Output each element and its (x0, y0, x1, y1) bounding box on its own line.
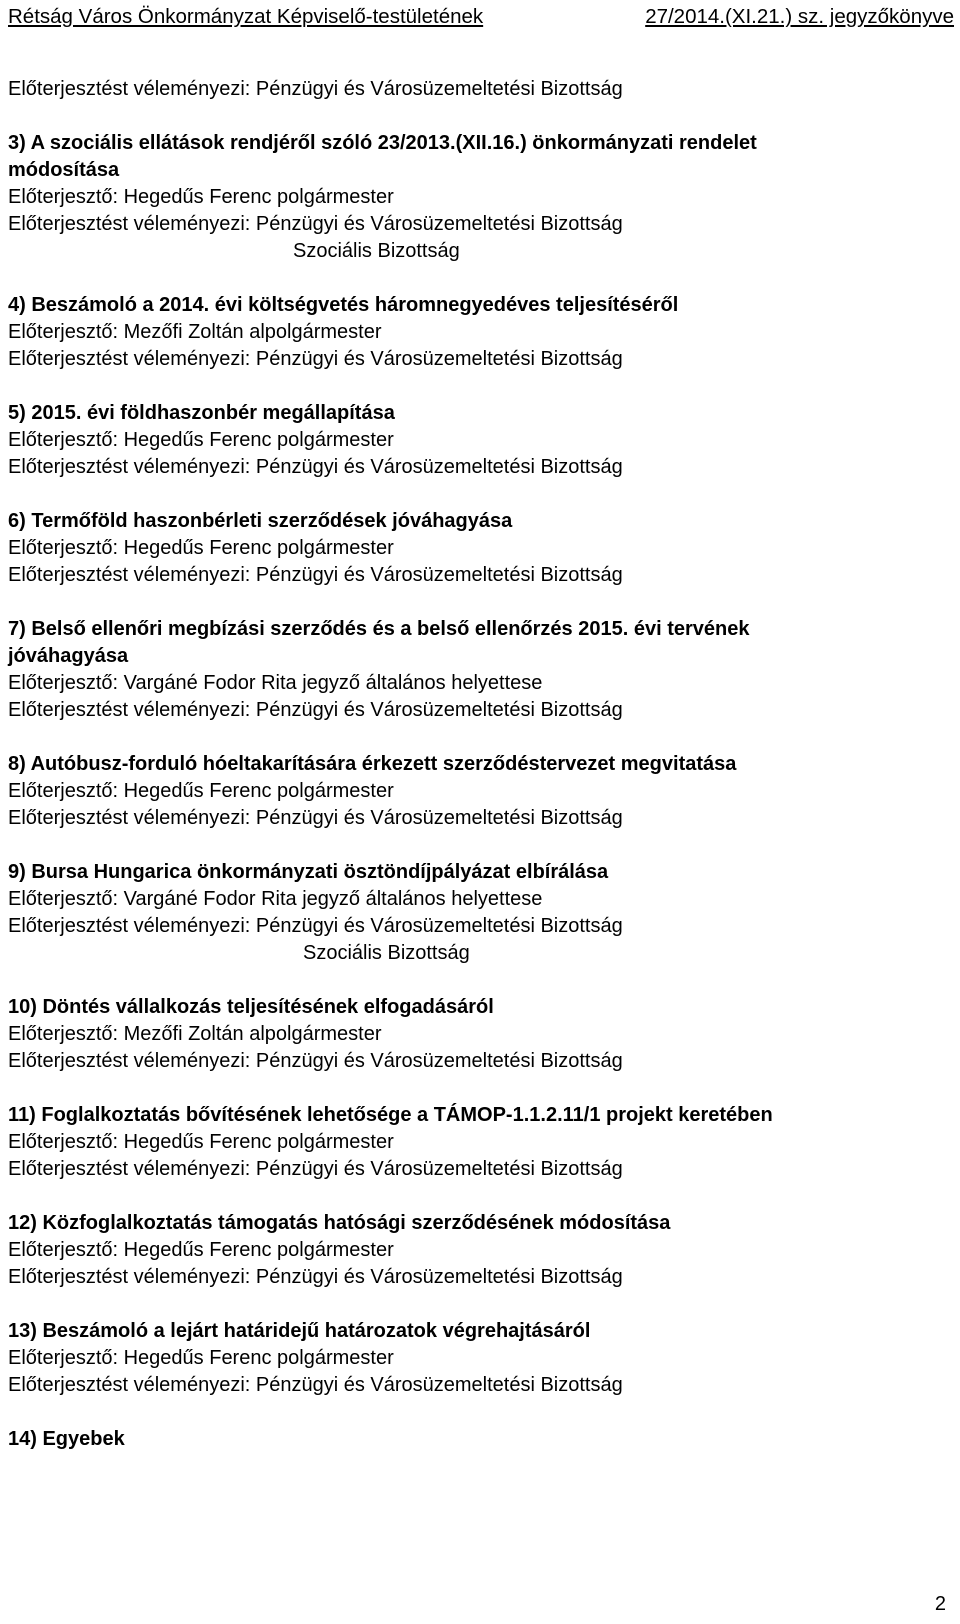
agenda-item-title-cont: módosítása (8, 159, 120, 181)
agenda-item-title: 5) 2015. évi földhaszonbér megállapítása (8, 402, 395, 424)
agenda-item-title: 7) Belső ellenőri megbízási szerződés és a belső ellenőrzés 2015. évi tervének (8, 618, 750, 640)
agenda-item-title: 13) Beszámoló a lejárt határidejű határozatok végrehajtásáról (8, 1320, 591, 1342)
agenda-item-presenter: Előterjesztő: Vargáné Fodor Rita jegyző általános helyettese (8, 672, 543, 694)
agenda-item-title: 4) Beszámoló a 2014. évi költségvetés háromnegyedéves teljesítéséről (8, 294, 679, 316)
agenda-item-title: 9) Bursa Hungarica önkormányzati ösztöndíjpályázat elbírálása (8, 861, 609, 883)
agenda-item-title: 12) Közfoglalkoztatás támogatás hatósági szerződésének módosítása (8, 1212, 671, 1234)
header-right: 27/2014.(XI.21.) sz. jegyzőkönyve (645, 5, 954, 28)
agenda-item (8, 400, 948, 481)
agenda-item-opinion: Előterjesztést véleményezi: Pénzügyi és Városüzemeltetési Bizottság (8, 915, 623, 937)
agenda-item-opinion: Előterjesztést véleményezi: Pénzügyi és Városüzemeltetési Bizottság (8, 456, 623, 478)
agenda-item-opinion: Előterjesztést véleményezi: Pénzügyi és Városüzemeltetési Bizottság (8, 213, 623, 235)
intro-opinion: Előterjesztést véleményezi: Pénzügyi és Városüzemeltetési Bizottság (8, 78, 623, 100)
agenda-item-presenter: Előterjesztő: Hegedűs Ferenc polgármester (8, 1239, 394, 1261)
agenda-item-extra: Szociális Bizottság (293, 240, 460, 262)
agenda-item-title: 14) Egyebek (8, 1428, 125, 1450)
agenda-item (8, 859, 948, 967)
agenda-content (8, 76, 948, 1453)
agenda-item (8, 1318, 948, 1399)
agenda-item-title: 11) Foglalkoztatás bővítésének lehetősége a TÁMOP-1.1.2.11/1 projekt keretében (8, 1104, 773, 1126)
agenda-item (8, 616, 948, 724)
agenda-item-title: 6) Termőföld haszonbérleti szerződések jóváhagyása (8, 510, 513, 532)
agenda-item (8, 508, 948, 589)
agenda-item (8, 994, 948, 1075)
agenda-item-opinion: Előterjesztést véleményezi: Pénzügyi és Városüzemeltetési Bizottság (8, 807, 623, 829)
agenda-item-presenter: Előterjesztő: Hegedűs Ferenc polgármester (8, 1347, 394, 1369)
agenda-item-presenter: Előterjesztő: Mezőfi Zoltán alpolgármester (8, 1023, 382, 1045)
agenda-item (8, 130, 948, 265)
agenda-item-opinion: Előterjesztést véleményezi: Pénzügyi és Városüzemeltetési Bizottság (8, 1266, 623, 1288)
agenda-item-opinion: Előterjesztést véleményezi: Pénzügyi és Városüzemeltetési Bizottság (8, 1158, 623, 1180)
agenda-item-presenter: Előterjesztő: Hegedűs Ferenc polgármester (8, 1131, 394, 1153)
agenda-item-title: 8) Autóbusz-forduló hóeltakarítására érkezett szerződéstervezet megvitatása (8, 753, 737, 775)
agenda-item (8, 292, 948, 373)
page-header (8, 4, 954, 30)
agenda-item-opinion: Előterjesztést véleményezi: Pénzügyi és Városüzemeltetési Bizottság (8, 1050, 623, 1072)
agenda-item-opinion: Előterjesztést véleményezi: Pénzügyi és Városüzemeltetési Bizottság (8, 1374, 623, 1396)
agenda-item-extra: Szociális Bizottság (303, 942, 470, 964)
page-number: 2 (934, 1593, 946, 1615)
agenda-item-title-cont: jóváhagyása (8, 645, 129, 667)
agenda-item-presenter: Előterjesztő: Hegedűs Ferenc polgármester (8, 537, 394, 559)
agenda-item-presenter: Előterjesztő: Vargáné Fodor Rita jegyző általános helyettese (8, 888, 543, 910)
agenda-item-presenter: Előterjesztő: Mezőfi Zoltán alpolgármester (8, 321, 382, 343)
agenda-item-presenter: Előterjesztő: Hegedűs Ferenc polgármester (8, 186, 394, 208)
agenda-item (8, 1426, 948, 1453)
agenda-item-title: 10) Döntés vállalkozás teljesítésének elfogadásáról (8, 996, 494, 1018)
agenda-item (8, 1102, 948, 1183)
agenda-item-presenter: Előterjesztő: Hegedűs Ferenc polgármester (8, 780, 394, 802)
agenda-item-presenter: Előterjesztő: Hegedűs Ferenc polgármester (8, 429, 394, 451)
agenda-item (8, 1210, 948, 1291)
agenda-item-opinion: Előterjesztést véleményezi: Pénzügyi és Városüzemeltetési Bizottság (8, 699, 623, 721)
agenda-item-opinion: Előterjesztést véleményezi: Pénzügyi és Városüzemeltetési Bizottság (8, 564, 623, 586)
agenda-item-title: 3) A szociális ellátások rendjéről szóló 23/2013.(XII.16.) önkormányzati rendelet (8, 132, 757, 154)
header-left: Rétság Város Önkormányzat Képviselő-testületének (8, 5, 484, 28)
agenda-item-opinion: Előterjesztést véleményezi: Pénzügyi és Városüzemeltetési Bizottság (8, 348, 623, 370)
agenda-item (8, 751, 948, 832)
